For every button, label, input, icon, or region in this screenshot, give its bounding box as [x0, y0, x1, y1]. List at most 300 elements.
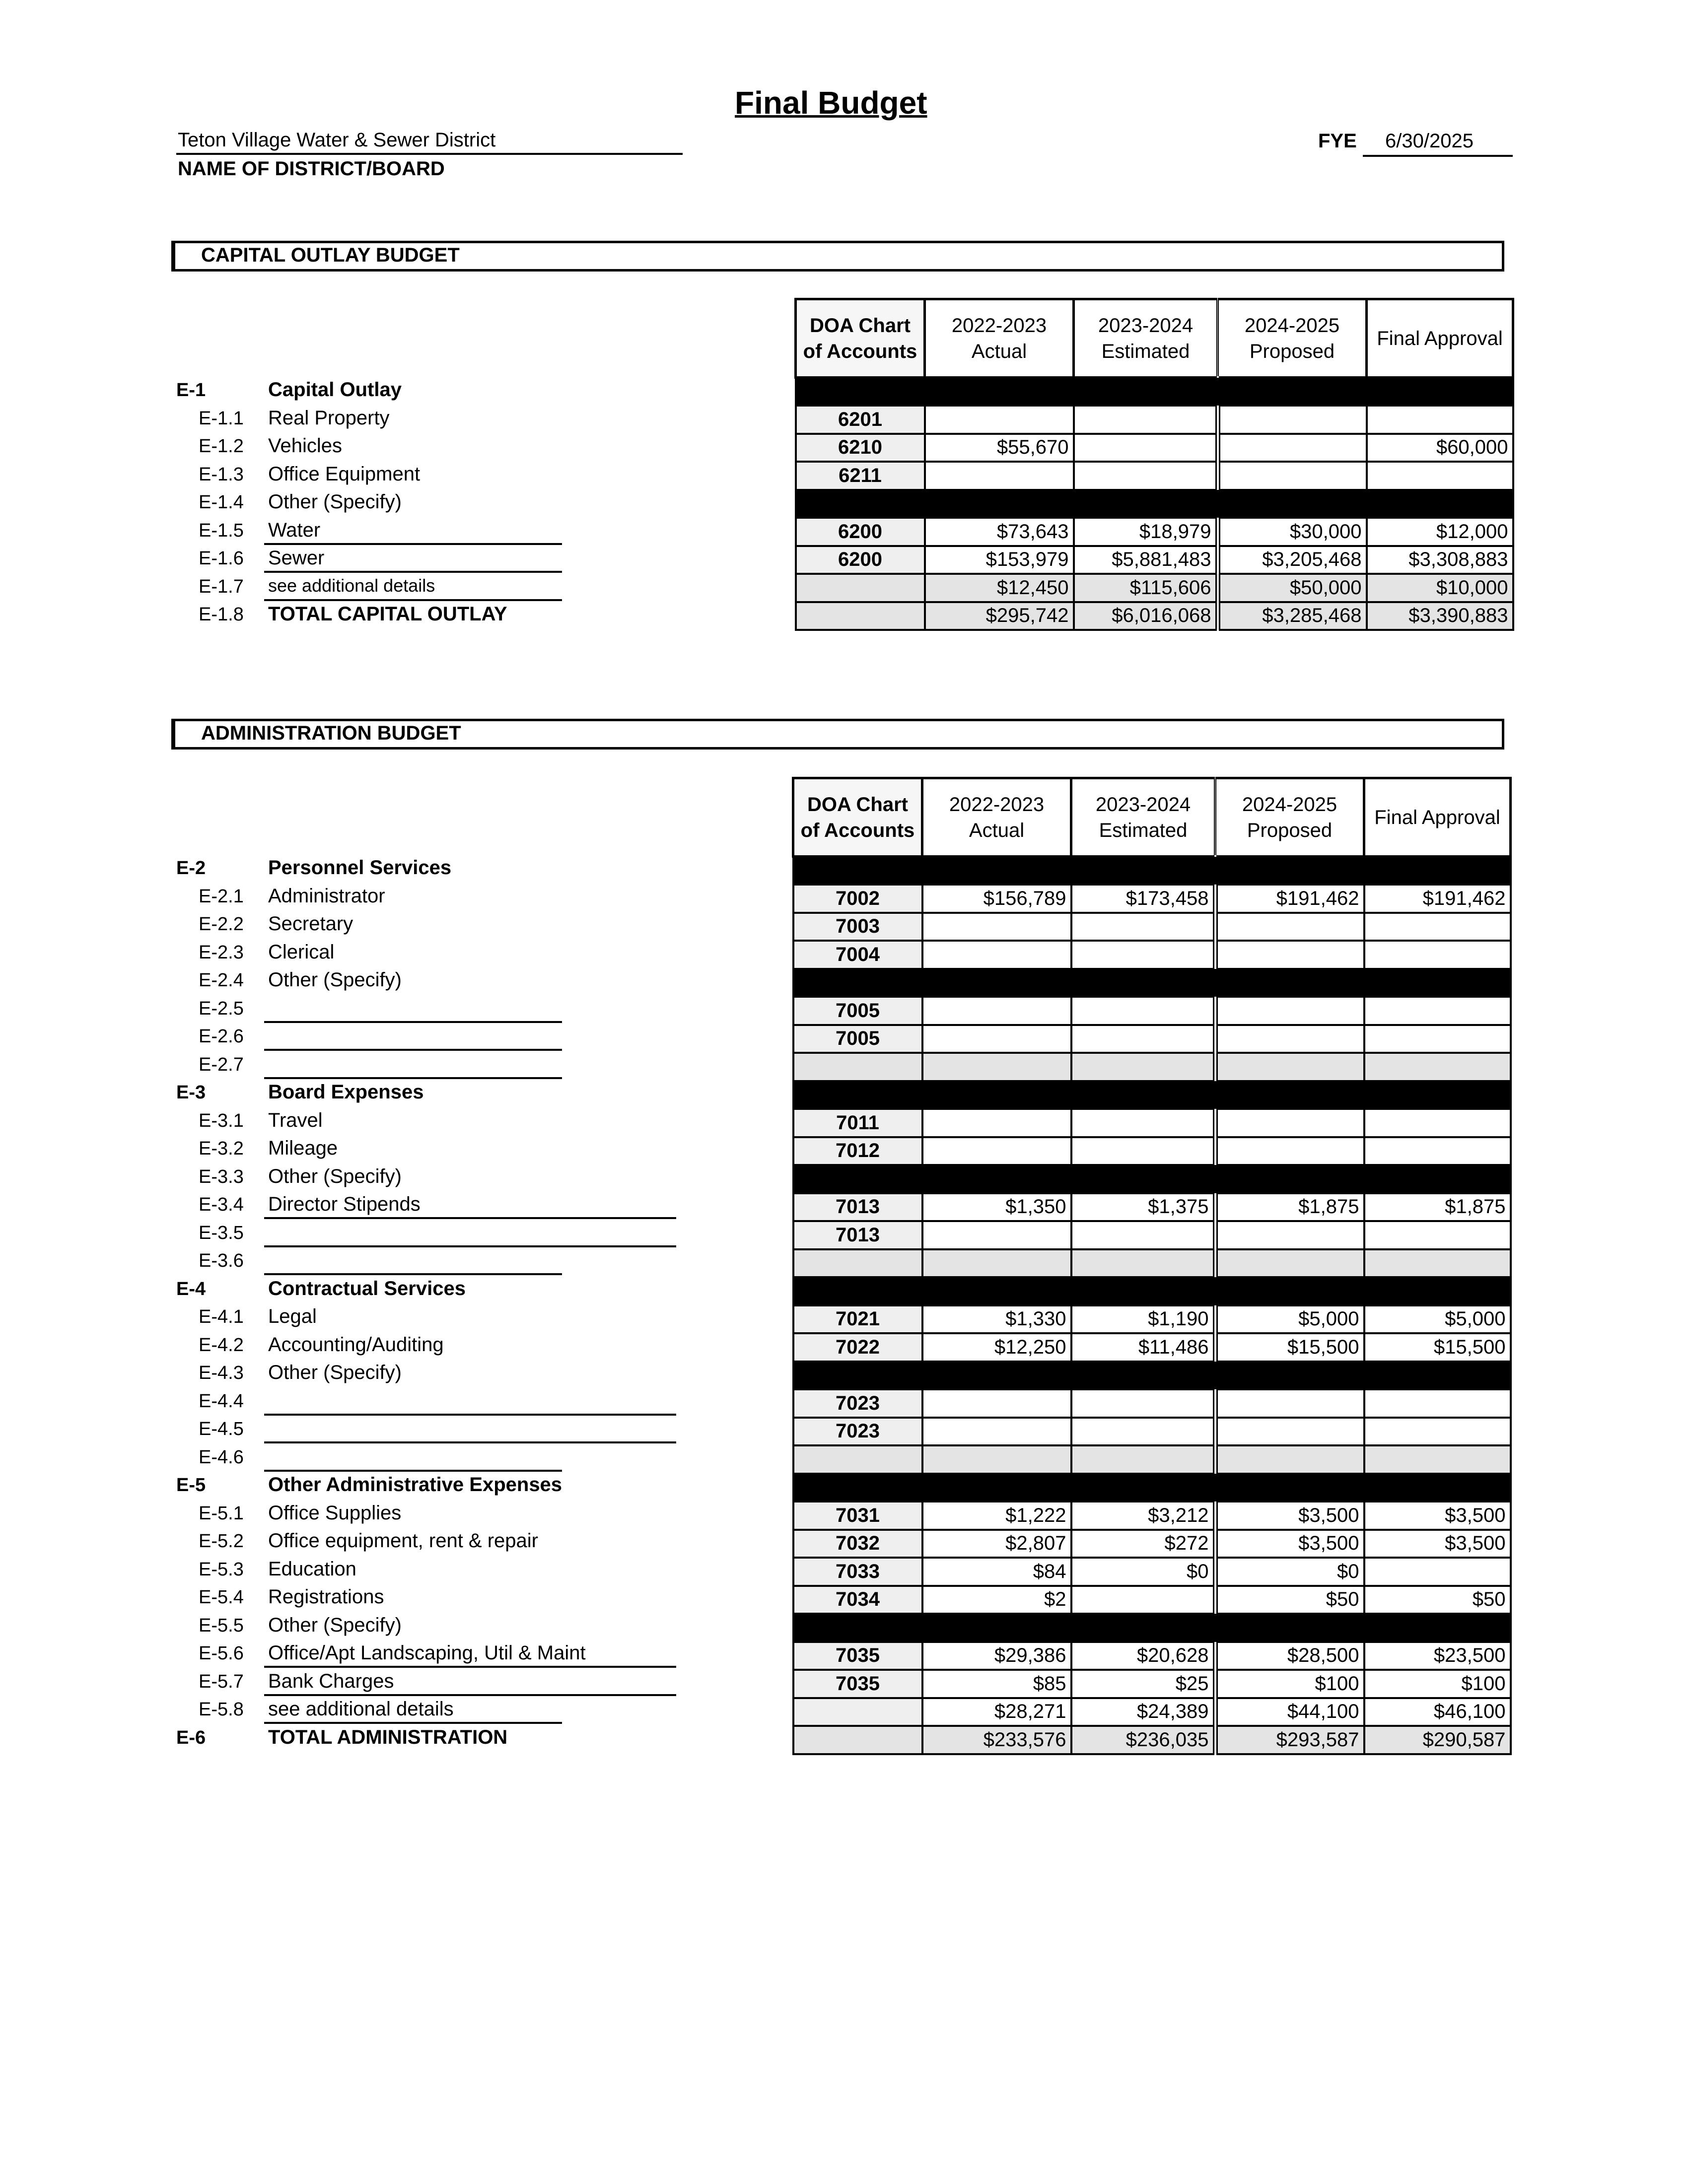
actual-amount-cell[interactable]: $2	[922, 1586, 1071, 1614]
actual-amount-cell[interactable]	[922, 941, 1071, 969]
district-name-underline	[176, 153, 683, 155]
line-code: E-5.8	[199, 1699, 244, 1720]
line-code: E-3.5	[199, 1222, 244, 1243]
actual-amount-cell[interactable]	[922, 969, 1071, 997]
proposed-amount-cell[interactable]	[1215, 1362, 1364, 1390]
actual-amount-cell[interactable]	[922, 1165, 1071, 1193]
proposed-amount-cell[interactable]	[1218, 434, 1367, 462]
actual-amount-cell[interactable]	[922, 1389, 1071, 1418]
page-title: Final Budget	[735, 85, 927, 121]
table-row	[793, 1109, 1511, 1137]
proposed-column-header: 2024-2025 Proposed	[1218, 299, 1367, 378]
final-approval-amount-cell[interactable]: $3,500	[1364, 1530, 1511, 1558]
final-approval-amount-cell[interactable]: $23,500	[1364, 1642, 1511, 1670]
line-code: E-4.1	[199, 1306, 244, 1327]
estimated-amount-cell[interactable]	[1071, 1474, 1215, 1502]
label-underline	[264, 1021, 562, 1023]
account-number-cell[interactable]	[793, 1614, 922, 1642]
actual-amount-cell[interactable]: $1,222	[922, 1502, 1071, 1530]
proposed-amount-cell[interactable]	[1215, 1109, 1364, 1137]
label-underline	[264, 1414, 676, 1416]
account-number-cell[interactable]: 7031	[793, 1502, 922, 1530]
line-label: Travel	[268, 1109, 323, 1131]
label-underline	[264, 1273, 562, 1275]
table-row	[793, 1193, 1511, 1222]
account-number-cell[interactable]: 7033	[793, 1558, 922, 1586]
table-row	[796, 574, 1513, 602]
account-number-cell[interactable]	[793, 1277, 922, 1305]
estimated-amount-cell[interactable]: $1,375	[1071, 1193, 1215, 1222]
actual-amount-cell[interactable]	[922, 997, 1071, 1025]
table-row	[793, 1558, 1511, 1586]
line-code: E-3.2	[199, 1138, 244, 1159]
proposed-amount-cell[interactable]: $3,500	[1215, 1530, 1364, 1558]
proposed-amount-cell[interactable]: $3,205,468	[1218, 546, 1367, 574]
line-code: E-1.7	[199, 576, 244, 597]
account-number-cell[interactable]	[793, 1698, 922, 1726]
actual-amount-cell[interactable]	[922, 1221, 1071, 1249]
label-underline	[264, 1470, 562, 1472]
line-label: Other Administrative Expenses	[268, 1474, 563, 1496]
line-label: Office/Apt Landscaping, Util & Maint	[268, 1642, 586, 1664]
proposed-amount-cell[interactable]: $3,500	[1215, 1502, 1364, 1530]
final-approval-amount-cell[interactable]: $100	[1364, 1670, 1511, 1698]
estimated-amount-cell[interactable]	[1071, 1445, 1215, 1474]
actual-amount-cell[interactable]	[922, 1418, 1071, 1446]
label-underline	[264, 1077, 562, 1079]
estimated-amount-cell[interactable]	[1071, 1277, 1215, 1305]
actual-amount-cell[interactable]: $156,789	[922, 885, 1071, 913]
estimated-amount-cell[interactable]: $11,486	[1071, 1333, 1215, 1362]
line-label: Other (Specify)	[268, 1362, 402, 1383]
proposed-amount-cell[interactable]	[1218, 490, 1367, 518]
account-number-cell[interactable]: 6200	[796, 518, 925, 546]
table-row	[796, 518, 1513, 546]
actual-amount-cell[interactable]	[922, 1614, 1071, 1642]
line-label: Administrator	[268, 885, 385, 907]
account-number-cell[interactable]: 6210	[796, 434, 925, 462]
actual-amount-cell[interactable]: $55,670	[925, 434, 1074, 462]
actual-amount-cell[interactable]: $28,271	[922, 1698, 1071, 1726]
actual-amount-cell[interactable]: $12,250	[922, 1333, 1071, 1362]
table-row	[793, 1614, 1511, 1642]
table-row	[793, 1642, 1511, 1670]
final-approval-amount-cell[interactable]: $10,000	[1367, 574, 1513, 602]
final-approval-amount-cell[interactable]: $60,000	[1367, 434, 1513, 462]
account-number-cell[interactable]	[793, 969, 922, 997]
line-code: E-1.8	[199, 604, 244, 625]
proposed-amount-cell[interactable]	[1215, 1614, 1364, 1642]
proposed-amount-cell[interactable]	[1215, 1165, 1364, 1193]
proposed-amount-cell[interactable]	[1215, 1249, 1364, 1278]
account-number-cell[interactable]	[796, 378, 925, 406]
line-code: E-2.7	[199, 1054, 244, 1075]
estimated-amount-cell[interactable]: $6,016,068	[1074, 602, 1218, 630]
table-row	[793, 1586, 1511, 1614]
proposed-amount-cell[interactable]	[1215, 941, 1364, 969]
proposed-amount-cell[interactable]: $50,000	[1218, 574, 1367, 602]
proposed-amount-cell[interactable]: $15,500	[1215, 1333, 1364, 1362]
proposed-amount-cell[interactable]: $0	[1215, 1558, 1364, 1586]
estimated-column-header: 2023-2024 Estimated	[1074, 299, 1218, 378]
proposed-amount-cell[interactable]: $1,875	[1215, 1193, 1364, 1222]
proposed-amount-cell[interactable]: $50	[1215, 1586, 1364, 1614]
account-number-cell[interactable]	[793, 1362, 922, 1390]
line-label: Other (Specify)	[268, 969, 402, 991]
actual-amount-cell[interactable]: $153,979	[925, 546, 1074, 574]
estimated-amount-cell[interactable]: $0	[1071, 1558, 1215, 1586]
actual-amount-cell[interactable]	[922, 1362, 1071, 1390]
actual-amount-cell[interactable]: $233,576	[922, 1726, 1071, 1754]
line-label: Water	[268, 519, 321, 541]
doa-column-header: DOA Chart of Accounts	[796, 299, 925, 378]
proposed-amount-cell[interactable]	[1215, 1389, 1364, 1418]
table-row	[793, 1025, 1511, 1053]
line-code: E-3.4	[199, 1194, 244, 1215]
actual-amount-cell[interactable]	[922, 1109, 1071, 1137]
final-approval-amount-cell[interactable]	[1364, 857, 1511, 885]
line-code: E-5.1	[199, 1502, 244, 1524]
fye-label: FYE	[1318, 130, 1357, 152]
fye-underline	[1363, 155, 1513, 157]
final-approval-amount-cell[interactable]	[1364, 1053, 1511, 1081]
line-code: E-2.3	[199, 942, 244, 963]
label-underline	[264, 543, 562, 545]
final-approval-amount-cell[interactable]	[1364, 1418, 1511, 1446]
table-row	[793, 1530, 1511, 1558]
line-label: Director Stipends	[268, 1193, 421, 1215]
line-code: E-1.6	[199, 548, 244, 569]
actual-amount-cell[interactable]: $1,350	[922, 1193, 1071, 1222]
estimated-amount-cell[interactable]	[1071, 941, 1215, 969]
estimated-amount-cell[interactable]	[1071, 1586, 1215, 1614]
account-number-cell[interactable]: 7005	[793, 1025, 922, 1053]
estimated-amount-cell[interactable]	[1071, 857, 1215, 885]
estimated-amount-cell[interactable]	[1071, 1249, 1215, 1278]
estimated-amount-cell[interactable]: $115,606	[1074, 574, 1218, 602]
line-code: E-2.5	[199, 998, 244, 1019]
estimated-amount-cell[interactable]	[1071, 1137, 1215, 1165]
estimated-column-header: 2023-2024 Estimated	[1071, 778, 1215, 857]
line-code: E-4	[176, 1278, 206, 1299]
actual-amount-cell[interactable]	[925, 490, 1074, 518]
final-approval-amount-cell[interactable]: $191,462	[1364, 885, 1511, 913]
estimated-amount-cell[interactable]	[1071, 1418, 1215, 1446]
actual-amount-cell[interactable]	[922, 1277, 1071, 1305]
table-row	[793, 1362, 1511, 1390]
account-number-cell[interactable]	[793, 857, 922, 885]
proposed-amount-cell[interactable]	[1215, 1445, 1364, 1474]
final-approval-amount-cell[interactable]	[1364, 1109, 1511, 1137]
final-approval-amount-cell[interactable]: $46,100	[1364, 1698, 1511, 1726]
account-number-cell[interactable]: 7021	[793, 1305, 922, 1334]
final-approval-amount-cell[interactable]	[1364, 1025, 1511, 1053]
account-number-cell[interactable]: 6201	[796, 406, 925, 434]
final-approval-amount-cell[interactable]	[1364, 1221, 1511, 1249]
account-number-cell[interactable]: 7035	[793, 1642, 922, 1670]
actual-amount-cell[interactable]: $12,450	[925, 574, 1074, 602]
actual-amount-cell[interactable]: $1,330	[922, 1305, 1071, 1334]
label-underline	[264, 1245, 676, 1247]
estimated-amount-cell[interactable]	[1074, 462, 1218, 490]
estimated-amount-cell[interactable]: $18,979	[1074, 518, 1218, 546]
proposed-amount-cell[interactable]	[1215, 1221, 1364, 1249]
table-row	[793, 1418, 1511, 1446]
proposed-amount-cell[interactable]	[1218, 406, 1367, 434]
estimated-amount-cell[interactable]	[1071, 913, 1215, 941]
account-number-cell[interactable]	[793, 1249, 922, 1278]
final-approval-amount-cell[interactable]	[1364, 1081, 1511, 1109]
line-label: Bank Charges	[268, 1670, 394, 1692]
proposed-amount-cell[interactable]	[1215, 1137, 1364, 1165]
doa-column-header: DOA Chart of Accounts	[793, 778, 922, 857]
proposed-amount-cell[interactable]	[1218, 462, 1367, 490]
final-approval-amount-cell[interactable]	[1364, 1389, 1511, 1418]
table-row	[793, 913, 1511, 941]
proposed-amount-cell[interactable]	[1215, 1418, 1364, 1446]
fye-value: 6/30/2025	[1385, 130, 1474, 152]
account-number-cell[interactable]: 7003	[793, 913, 922, 941]
account-number-cell[interactable]: 7034	[793, 1586, 922, 1614]
line-code: E-2.4	[199, 970, 244, 991]
final-approval-amount-cell[interactable]	[1364, 997, 1511, 1025]
account-number-cell[interactable]	[796, 490, 925, 518]
estimated-amount-cell[interactable]: $272	[1071, 1530, 1215, 1558]
final-approval-amount-cell[interactable]	[1364, 1474, 1511, 1502]
label-underline	[264, 1666, 676, 1668]
line-code: E-4.5	[199, 1419, 244, 1439]
actual-amount-cell[interactable]	[925, 462, 1074, 490]
estimated-amount-cell[interactable]	[1071, 969, 1215, 997]
actual-amount-cell[interactable]: $2,807	[922, 1530, 1071, 1558]
line-code: E-5.5	[199, 1615, 244, 1636]
estimated-amount-cell[interactable]: $173,458	[1071, 885, 1215, 913]
account-number-cell[interactable]	[796, 602, 925, 630]
actual-amount-cell[interactable]	[922, 913, 1071, 941]
account-number-cell[interactable]	[796, 574, 925, 602]
estimated-amount-cell[interactable]	[1074, 378, 1218, 406]
estimated-amount-cell[interactable]: $25	[1071, 1670, 1215, 1698]
line-label: Office equipment, rent & repair	[268, 1530, 538, 1552]
final-approval-amount-cell[interactable]: $5,000	[1364, 1305, 1511, 1334]
final-approval-amount-cell[interactable]	[1364, 913, 1511, 941]
account-number-cell[interactable]	[793, 1445, 922, 1474]
proposed-amount-cell[interactable]	[1215, 1277, 1364, 1305]
proposed-amount-cell[interactable]: $44,100	[1215, 1698, 1364, 1726]
account-number-cell[interactable]: 7022	[793, 1333, 922, 1362]
final-approval-amount-cell[interactable]	[1364, 1445, 1511, 1474]
proposed-column-header: 2024-2025 Proposed	[1215, 778, 1364, 857]
account-number-cell[interactable]: 7013	[793, 1193, 922, 1222]
estimated-amount-cell[interactable]	[1071, 1053, 1215, 1081]
account-number-cell[interactable]: 7004	[793, 941, 922, 969]
final-approval-amount-cell[interactable]	[1367, 462, 1513, 490]
estimated-amount-cell[interactable]	[1071, 1025, 1215, 1053]
table-row	[793, 1137, 1511, 1165]
final-approval-amount-cell[interactable]	[1364, 1165, 1511, 1193]
line-label: Real Property	[268, 407, 390, 429]
table-row	[793, 1305, 1511, 1334]
actual-amount-cell[interactable]	[922, 1081, 1071, 1109]
estimated-amount-cell[interactable]	[1071, 1221, 1215, 1249]
estimated-amount-cell[interactable]: $20,628	[1071, 1642, 1215, 1670]
table-row	[793, 1221, 1511, 1249]
account-number-cell[interactable]: 7035	[793, 1670, 922, 1698]
final-approval-amount-cell[interactable]	[1364, 1558, 1511, 1586]
final-approval-amount-cell[interactable]	[1364, 1277, 1511, 1305]
proposed-amount-cell[interactable]: $5,000	[1215, 1305, 1364, 1334]
proposed-amount-cell[interactable]	[1215, 1025, 1364, 1053]
actual-amount-cell[interactable]: $295,742	[925, 602, 1074, 630]
proposed-amount-cell[interactable]	[1215, 969, 1364, 997]
account-number-cell[interactable]: 7032	[793, 1530, 922, 1558]
actual-amount-cell[interactable]	[925, 378, 1074, 406]
table-row	[793, 1277, 1511, 1305]
line-label: Vehicles	[268, 435, 342, 457]
proposed-amount-cell[interactable]: $30,000	[1218, 518, 1367, 546]
table-row	[793, 1670, 1511, 1698]
final-approval-amount-cell[interactable]: $3,390,883	[1367, 602, 1513, 630]
estimated-amount-cell[interactable]	[1074, 490, 1218, 518]
account-number-cell[interactable]: 7011	[793, 1109, 922, 1137]
final-approval-amount-cell[interactable]	[1367, 406, 1513, 434]
table-row	[793, 1445, 1511, 1474]
final-approval-amount-cell[interactable]	[1364, 969, 1511, 997]
final-approval-amount-cell[interactable]: $3,500	[1364, 1502, 1511, 1530]
actual-amount-cell[interactable]: $85	[922, 1670, 1071, 1698]
estimated-amount-cell[interactable]: $1,190	[1071, 1305, 1215, 1334]
final-approval-amount-cell[interactable]	[1367, 378, 1513, 406]
line-code: E-5.7	[199, 1671, 244, 1692]
table-row	[796, 406, 1513, 434]
line-label: Sewer	[268, 547, 325, 569]
account-number-cell[interactable]: 6200	[796, 546, 925, 574]
final-approval-amount-cell[interactable]: $12,000	[1367, 518, 1513, 546]
estimated-amount-cell[interactable]	[1071, 1109, 1215, 1137]
line-label: Office Equipment	[268, 463, 421, 485]
account-number-cell[interactable]	[793, 1474, 922, 1502]
proposed-amount-cell[interactable]	[1218, 378, 1367, 406]
table-row	[793, 1726, 1511, 1754]
final-approval-amount-cell[interactable]	[1364, 1137, 1511, 1165]
account-number-cell[interactable]: 7012	[793, 1137, 922, 1165]
actual-amount-cell[interactable]: $29,386	[922, 1642, 1071, 1670]
account-number-cell[interactable]: 7002	[793, 885, 922, 913]
actual-column-header: 2022-2023 Actual	[922, 778, 1071, 857]
line-code: E-3	[176, 1082, 206, 1103]
proposed-amount-cell[interactable]	[1215, 913, 1364, 941]
table-row	[793, 1389, 1511, 1418]
final-approval-amount-cell[interactable]: $3,308,883	[1367, 546, 1513, 574]
line-code: E-5.6	[199, 1643, 244, 1664]
proposed-amount-cell[interactable]: $293,587	[1215, 1726, 1364, 1754]
estimated-amount-cell[interactable]	[1071, 1165, 1215, 1193]
account-number-cell[interactable]	[793, 1081, 922, 1109]
final-approval-amount-cell[interactable]: $50	[1364, 1586, 1511, 1614]
proposed-amount-cell[interactable]	[1215, 997, 1364, 1025]
table-header-row	[793, 778, 1511, 857]
label-underline	[264, 599, 562, 601]
proposed-amount-cell[interactable]: $100	[1215, 1670, 1364, 1698]
estimated-amount-cell[interactable]	[1071, 997, 1215, 1025]
account-number-cell[interactable]: 7023	[793, 1418, 922, 1446]
account-number-cell[interactable]: 6211	[796, 462, 925, 490]
account-number-cell[interactable]: 7023	[793, 1389, 922, 1418]
estimated-amount-cell[interactable]: $5,881,483	[1074, 546, 1218, 574]
district-name-label: NAME OF DISTRICT/BOARD	[178, 158, 445, 180]
capital-outlay-section-title: CAPITAL OUTLAY BUDGET	[201, 244, 460, 266]
line-label: Capital Outlay	[268, 379, 402, 401]
account-number-cell[interactable]	[793, 1053, 922, 1081]
estimated-amount-cell[interactable]	[1074, 406, 1218, 434]
estimated-amount-cell[interactable]	[1071, 1081, 1215, 1109]
proposed-amount-cell[interactable]	[1215, 857, 1364, 885]
estimated-amount-cell[interactable]	[1071, 1362, 1215, 1390]
estimated-amount-cell[interactable]	[1074, 434, 1218, 462]
estimated-amount-cell[interactable]	[1071, 1389, 1215, 1418]
line-code: E-1	[176, 380, 206, 401]
estimated-amount-cell[interactable]	[1071, 1614, 1215, 1642]
table-row	[793, 885, 1511, 913]
proposed-amount-cell[interactable]	[1215, 1053, 1364, 1081]
line-code: E-4.6	[199, 1446, 244, 1468]
actual-amount-cell[interactable]	[925, 406, 1074, 434]
final-approval-amount-cell[interactable]	[1364, 1614, 1511, 1642]
account-number-cell[interactable]	[793, 1165, 922, 1193]
table-row	[793, 1502, 1511, 1530]
final-approval-amount-cell[interactable]: $1,875	[1364, 1193, 1511, 1222]
line-code: E-3.6	[199, 1250, 244, 1271]
proposed-amount-cell[interactable]	[1215, 1474, 1364, 1502]
line-label: TOTAL CAPITAL OUTLAY	[268, 603, 507, 625]
final-approval-amount-cell[interactable]	[1364, 1362, 1511, 1390]
final-approval-amount-cell[interactable]	[1364, 1249, 1511, 1278]
account-number-cell[interactable]	[793, 1726, 922, 1754]
line-label: Accounting/Auditing	[268, 1333, 444, 1356]
final-approval-amount-cell[interactable]	[1367, 490, 1513, 518]
actual-amount-cell[interactable]	[922, 1445, 1071, 1474]
account-number-cell[interactable]: 7013	[793, 1221, 922, 1249]
estimated-amount-cell[interactable]: $24,389	[1071, 1698, 1215, 1726]
line-code: E-1.1	[199, 408, 244, 429]
proposed-amount-cell[interactable]: $3,285,468	[1218, 602, 1367, 630]
actual-amount-cell[interactable]	[922, 1474, 1071, 1502]
final-approval-amount-cell[interactable]: $15,500	[1364, 1333, 1511, 1362]
table-row	[793, 941, 1511, 969]
estimated-amount-cell[interactable]: $3,212	[1071, 1502, 1215, 1530]
actual-amount-cell[interactable]: $84	[922, 1558, 1071, 1586]
account-number-cell[interactable]: 7005	[793, 997, 922, 1025]
actual-amount-cell[interactable]: $73,643	[925, 518, 1074, 546]
line-code: E-5.3	[199, 1559, 244, 1580]
label-underline	[264, 1722, 562, 1724]
final-approval-amount-cell[interactable]: $290,587	[1364, 1726, 1511, 1754]
actual-amount-cell[interactable]	[922, 1025, 1071, 1053]
line-label: Board Expenses	[268, 1081, 424, 1103]
proposed-amount-cell[interactable]: $191,462	[1215, 885, 1364, 913]
actual-amount-cell[interactable]	[922, 1137, 1071, 1165]
proposed-amount-cell[interactable]	[1215, 1081, 1364, 1109]
table-row	[793, 997, 1511, 1025]
label-underline	[264, 1441, 676, 1443]
final-approval-amount-cell[interactable]	[1364, 941, 1511, 969]
actual-amount-cell[interactable]	[922, 1053, 1071, 1081]
proposed-amount-cell[interactable]: $28,500	[1215, 1642, 1364, 1670]
estimated-amount-cell[interactable]: $236,035	[1071, 1726, 1215, 1754]
actual-amount-cell[interactable]	[922, 857, 1071, 885]
actual-column-header: 2022-2023 Actual	[925, 299, 1074, 378]
actual-amount-cell[interactable]	[922, 1249, 1071, 1278]
